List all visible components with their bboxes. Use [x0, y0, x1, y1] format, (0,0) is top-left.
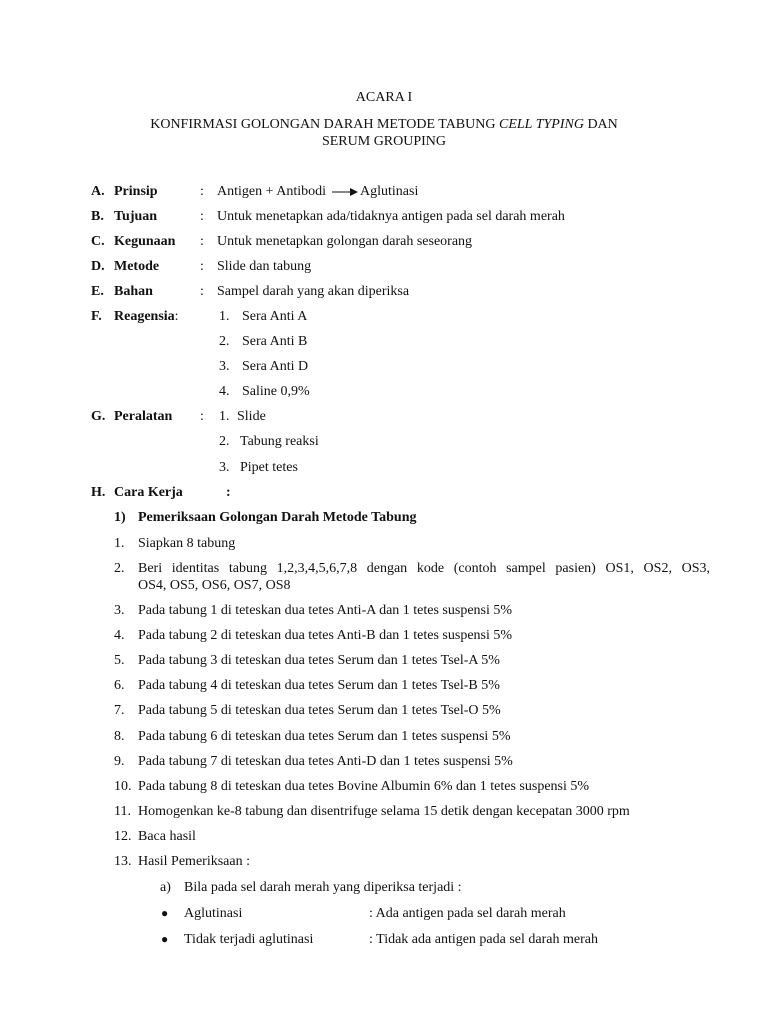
step-text: Homogenkan ke-8 tabung dan disentrifuge selama 15 detik dengan kecepatan 3000 rpm — [138, 804, 630, 819]
section-b-label: Tujuan — [114, 209, 158, 224]
section-h-letter: H. — [91, 485, 106, 500]
section-e-colon: : — [200, 284, 204, 299]
reagent-number: 1. — [219, 309, 230, 324]
section-e-label: Bahan — [114, 284, 153, 299]
bullet-dot-icon: ● — [161, 932, 169, 946]
section-h-label: Cara Kerja — [114, 485, 183, 500]
section-c-value: Untuk menetapkan golongan darah seseorang — [217, 234, 473, 249]
step-number: 4. — [114, 628, 125, 643]
step-text: Pada tabung 2 di teteskan dua tetes Anti-B dan 1 tetes suspensi 5% — [138, 628, 513, 643]
step-text: Pada tabung 5 di teteskan dua tetes Serum dan 1 tetes Tsel-O 5% — [138, 703, 501, 718]
reagent-number: 4. — [219, 384, 230, 399]
step-number: 9. — [114, 754, 125, 769]
section-d-letter: D. — [91, 259, 105, 274]
equipment-number: 3. — [219, 460, 230, 475]
step-number: 12. — [114, 829, 132, 844]
reagent-item: Sera Anti D — [242, 359, 309, 374]
section-h-colon: : — [226, 485, 231, 500]
step-number: 13. — [114, 854, 132, 869]
section-b-value: Untuk menetapkan ada/tidaknya antigen pada sel darah merah — [217, 209, 565, 224]
equipment-number: 1. — [219, 409, 230, 424]
step-text: Pada tabung 3 di teteskan dua tetes Serum dan 1 tetes Tsel-A 5% — [138, 653, 500, 668]
section-d-colon: : — [200, 259, 204, 274]
equipment-item: Pipet tetes — [240, 460, 298, 475]
section-a-colon: : — [200, 184, 204, 199]
section-f-letter: F. — [91, 309, 102, 324]
result-bullet-key: Aglutinasi — [184, 906, 243, 921]
step-number: 6. — [114, 678, 125, 693]
section-g-label: Peralatan — [114, 409, 173, 424]
step-text: Siapkan 8 tabung — [138, 536, 236, 551]
section-e-letter: E. — [91, 284, 104, 299]
section-a-value: Antigen + Antibodi Aglutinasi — [217, 184, 419, 199]
section-b-colon: : — [200, 209, 204, 224]
step-text: Pada tabung 6 di teteskan dua tetes Serum dan 1 tetes suspensi 5% — [138, 729, 511, 744]
result-a-text: Bila pada sel darah merah yang diperiksa terjadi : — [184, 880, 462, 895]
section-d-value: Slide dan tabung — [217, 259, 312, 274]
section-c-letter: C. — [91, 234, 105, 249]
step-text: Pada tabung 1 di teteskan dua tetes Anti-A dan 1 tetes suspensi 5% — [138, 603, 513, 618]
step-number: 1. — [114, 536, 125, 551]
subsection-title: Pemeriksaan Golongan Darah Metode Tabung — [138, 510, 417, 525]
section-g-letter: G. — [91, 409, 106, 424]
reagent-number: 2. — [219, 334, 230, 349]
reagent-item: Saline 0,9% — [242, 384, 310, 399]
result-bullet-value: : Tidak ada antigen pada sel darah merah — [369, 932, 598, 947]
subsection-number: 1) — [114, 510, 126, 525]
step-text-continuation: OS4, OS5, OS6, OS7, OS8 — [138, 578, 291, 593]
result-a-number: a) — [160, 880, 171, 895]
step-number: 10. — [114, 779, 132, 794]
step-text: Pada tabung 7 di teteskan dua tetes Anti-D dan 1 tetes suspensi 5% — [138, 754, 513, 769]
step-number: 2. — [114, 561, 125, 576]
step-number: 5. — [114, 653, 125, 668]
step-text: Hasil Pemeriksaan : — [138, 854, 250, 869]
step-text: Beri identitas tabung 1,2,3,4,5,6,7,8 dengan kode (contoh sampel pasien) OS1, OS2, OS3, — [138, 561, 710, 576]
step-text: Pada tabung 4 di teteskan dua tetes Serum dan 1 tetes Tsel-B 5% — [138, 678, 500, 693]
bullet-dot-icon: ● — [161, 906, 169, 920]
section-c-label: Kegunaan — [114, 234, 176, 249]
result-bullet-value: : Ada antigen pada sel darah merah — [369, 906, 566, 921]
section-e-value: Sampel darah yang akan diperiksa — [217, 284, 410, 299]
step-number: 8. — [114, 729, 125, 744]
step-number: 7. — [114, 703, 125, 718]
section-b-letter: B. — [91, 209, 104, 224]
reagent-item: Sera Anti A — [242, 309, 308, 324]
equipment-number: 2. — [219, 434, 230, 449]
section-g-colon: : — [200, 409, 204, 424]
section-d-label: Metode — [114, 259, 160, 274]
section-f-label: Reagensia: — [114, 309, 179, 324]
equipment-item: Tabung reaksi — [240, 434, 319, 449]
step-text: Baca hasil — [138, 829, 196, 844]
step-number: 11. — [114, 804, 131, 819]
section-a-letter: A. — [91, 184, 105, 199]
acara-heading: ACARA I — [355, 90, 413, 105]
section-a-label: Prinsip — [114, 184, 158, 199]
section-c-colon: : — [200, 234, 204, 249]
reagent-number: 3. — [219, 359, 230, 374]
reagent-item: Sera Anti B — [242, 334, 308, 349]
right-arrow-icon — [332, 187, 358, 197]
equipment-item: Slide — [237, 409, 266, 424]
document-title-line-1: KONFIRMASI GOLONGAN DARAH METODE TABUNG CELL TYPING DAN — [150, 117, 618, 132]
step-text: Pada tabung 8 di teteskan dua tetes Bovine Albumin 6% dan 1 tetes suspensi 5% — [138, 779, 590, 794]
document-title-line-2: SERUM GROUPING — [321, 134, 447, 149]
result-bullet-key: Tidak terjadi aglutinasi — [184, 932, 314, 947]
step-number: 3. — [114, 603, 125, 618]
